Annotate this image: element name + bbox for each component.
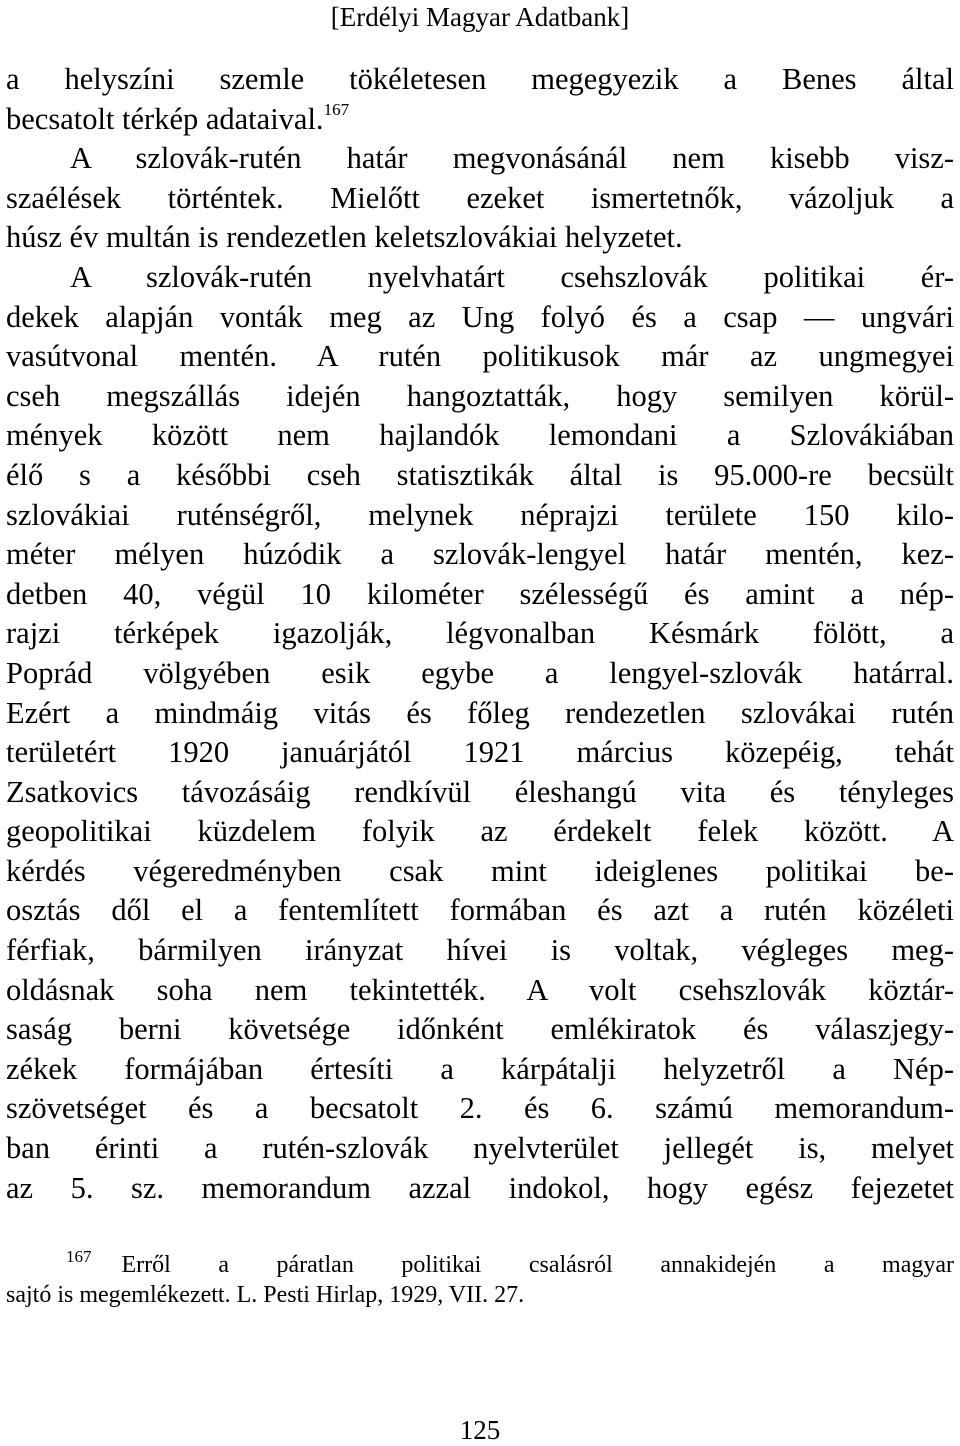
text-line: élő s a későbbi cseh statisztikák által is 95.000-re becsült [6,457,954,492]
text-line: osztás dől el a fentemlített formában és azt a rutén közéleti [6,893,954,928]
text-line: A szlovák-rutén határ megvonásánál nem kisebb visz- [70,141,954,176]
text-line: vasútvonal mentén. A rutén politikusok már az ungmegyei [6,339,954,374]
text-line: rajzi térképek igazolják, légvonalban Késmárk fölött, a [6,616,954,651]
text-line: szlovákiai ruténségről, melynek néprajzi területe 150 kilo- [6,497,954,532]
text-line: ban érinti a rutén-szlovák nyelvterület jellegét is, melyet [6,1131,954,1166]
text-line: Ezért a mindmáig vitás és főleg rendezetlen szlovákai rutén [6,695,954,730]
text-line: cseh megszállás idején hangoztatták, hogy semilyen körül- [6,378,954,413]
footnote [6,1247,954,1310]
page-number: 125 [459,1415,501,1445]
text-line: méter mélyen húzódik a szlovák-lengyel határ mentén, kez- [6,537,954,572]
text-line: A szlovák-rutén nyelvhatárt csehszlovák politikai ér- [70,259,954,294]
source-header: [Erdélyi Magyar Adatbank] [330,2,630,32]
text-line: húsz év multán is rendezetlen keletszlovákiai helyzetet. [6,220,683,255]
main-text [6,60,954,1208]
footnote-reference[interactable]: 167 [323,99,350,119]
text-line: férfiak, bármilyen irányzat hívei is voltak, végleges meg- [6,933,954,968]
text-line: oldásnak soha nem tekintették. A volt csehszlovák köztár- [6,972,954,1007]
footnote-line: 167 Erről a páratlan politikai csalásról annakidején a magyar [66,1247,954,1278]
text-line-with-footnote-ref [6,100,954,140]
text-line: szövetséget és a becsatolt 2. és 6. számú memorandum- [6,1091,954,1126]
text-line: szaélések történtek. Mielőtt ezeket ismertetnők, vázoljuk a [6,180,954,215]
text-line: dekek alapján vonták meg az Ung folyó és a csap — ungvári [6,299,954,334]
text-line: mények között nem hajlandók lemondani a Szlovákiában [6,418,954,453]
text-line: saság berni követsége időnként emlékiratok és válaszjegy- [6,1012,954,1047]
text-line: geopolitikai küzdelem folyik az érdekelt felek között. A [6,814,954,849]
footnote-line: sajtó is megemlékezett. L. Pesti Hirlap, 1929, VII. 27. [6,1282,525,1308]
text-line: az 5. sz. memorandum azzal indokol, hogy egész fejezetet [6,1170,954,1205]
footnote-text: Erről a páratlan politikai csalásról annakidején a magyar [121,1252,954,1278]
text-line: Poprád völgyében esik egybe a lengyel-szlovák határral. [6,655,954,690]
text-line: területért 1920 januárjától 1921 március közepéig, tehát [6,735,954,770]
text-line: kérdés végeredményben csak mint ideiglenes politikai be- [6,853,954,888]
text-line-content: becsatolt térkép adataival. [6,101,324,136]
text-line: Zsatkovics távozásáig rendkívül éleshangú vita és tényleges [6,774,954,809]
text-line: a helyszíni szemle tökéletesen megegyezik a Benes által [6,62,954,96]
text-line: zékek formájában értesíti a kárpátalji helyzetről a Nép- [6,1051,954,1086]
text-line: detben 40, végül 10 kilométer szélességű és amint a nép- [6,576,954,611]
